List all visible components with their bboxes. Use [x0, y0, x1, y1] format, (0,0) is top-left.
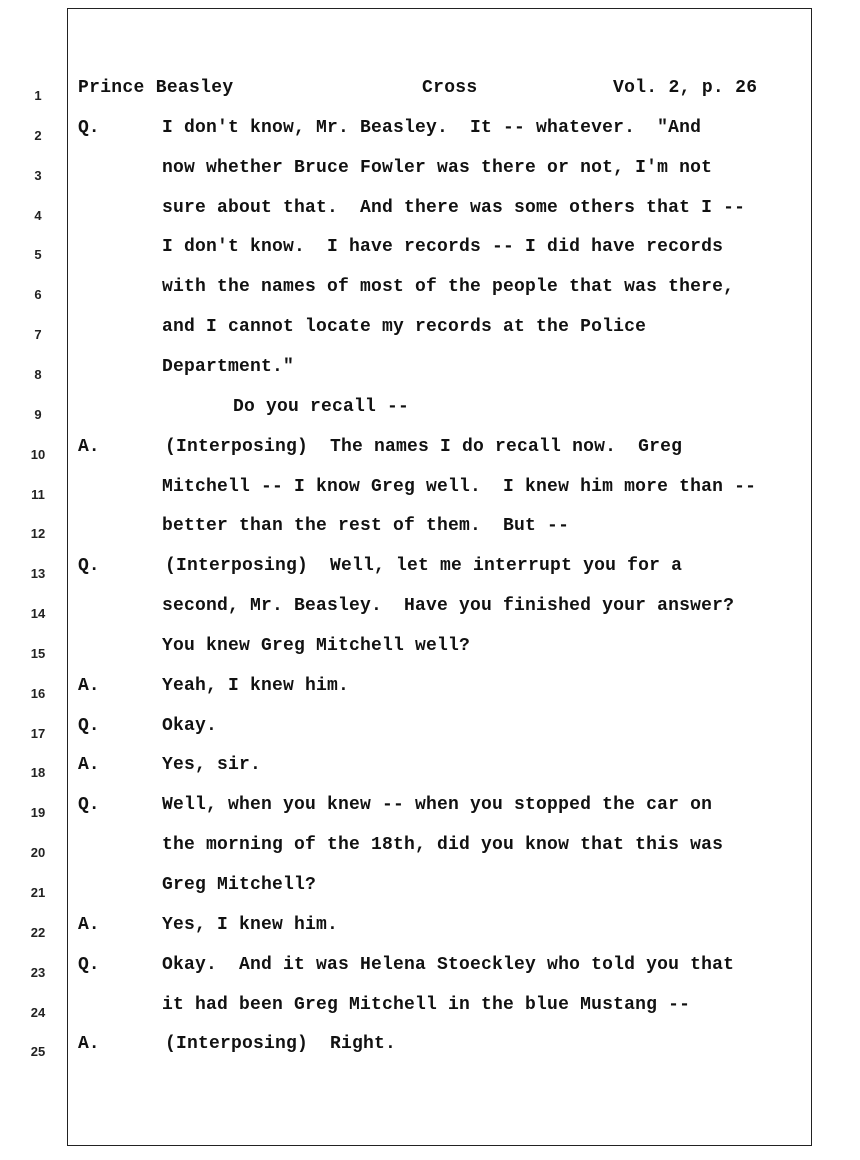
transcript-line-text: I don't know. I have records -- I did have records — [162, 237, 724, 258]
transcript-line-text: Well, when you knew -- when you stopped the car on — [162, 795, 713, 816]
transcript-line-text: You knew Greg Mitchell well? — [162, 635, 471, 656]
line-number: 15 — [30, 645, 46, 661]
speaker-label: A. — [78, 914, 100, 935]
transcript-line-text: Greg Mitchell? — [162, 875, 317, 895]
line-number: 18 — [30, 765, 46, 781]
line-number: 13 — [30, 566, 46, 582]
speaker-label: A. — [78, 755, 100, 776]
speaker-label: Q. — [78, 556, 100, 577]
speaker-label: Q. — [78, 795, 100, 816]
line-number: 5 — [34, 247, 42, 263]
transcript-line-text: (Interposing) Well, let me interrupt you for a — [165, 556, 683, 577]
witness-name: Prince Beasley — [78, 78, 234, 98]
line-number: 23 — [30, 964, 46, 980]
line-number: 12 — [30, 526, 46, 542]
transcript-line-text: sure about that. And there was some others that I -- — [162, 197, 746, 218]
speaker-label: A. — [78, 1034, 100, 1055]
line-number: 24 — [30, 1004, 46, 1020]
line-number: 2 — [34, 127, 42, 143]
line-number: 19 — [30, 805, 46, 821]
transcript-line-text: the morning of the 18th, did you know that this was — [162, 835, 724, 856]
line-number: 9 — [34, 406, 42, 422]
transcript-line-text: Mitchell -- I know Greg well. I knew him more than -- — [162, 476, 757, 497]
transcript-line-text: I don't know, Mr. Beasley. It -- whatever. "And — [162, 117, 702, 138]
transcript-line-text: Yes, sir. — [162, 755, 262, 776]
transcript-line-text: better than the rest of them. But -- — [162, 516, 570, 537]
line-number: 8 — [34, 366, 42, 382]
line-number: 16 — [30, 685, 46, 701]
transcript-line-text: Department." — [162, 356, 295, 377]
line-number: 21 — [30, 885, 46, 900]
speaker-label: Q. — [78, 117, 100, 138]
line-number: 1 — [34, 88, 42, 103]
line-number: 14 — [30, 606, 46, 622]
transcript-line-text: Do you recall -- — [233, 396, 410, 417]
page-border — [67, 8, 812, 1146]
examination-type: Cross — [422, 78, 478, 98]
line-number: 4 — [34, 207, 42, 223]
transcript-line-text: with the names of most of the people that was there, — [162, 277, 735, 298]
transcript-line-text: Okay. And it was Helena Stoeckley who told you that — [162, 954, 735, 975]
transcript-line-text: (Interposing) Right. — [165, 1034, 397, 1055]
line-number: 3 — [34, 167, 42, 183]
line-number: 10 — [30, 446, 46, 462]
line-number: 6 — [34, 287, 42, 303]
transcript-line-text: Okay. — [162, 715, 218, 736]
transcript-line-text: (Interposing) The names I do recall now. Greg — [165, 436, 683, 457]
speaker-label: A. — [78, 436, 100, 457]
speaker-label: Q. — [78, 715, 100, 736]
line-number: 22 — [30, 924, 46, 940]
page-header — [0, 78, 860, 100]
volume-page: Vol. 2, p. 26 — [613, 78, 758, 98]
transcript-line-text: now whether Bruce Fowler was there or not, I'm not — [162, 157, 713, 178]
speaker-label: Q. — [78, 954, 100, 975]
line-number: 20 — [30, 845, 46, 861]
line-number: 7 — [34, 327, 42, 343]
line-number: 11 — [31, 486, 45, 502]
transcript-line-text: Yeah, I knew him. — [162, 675, 350, 696]
transcript-line-text: and I cannot locate my records at the Police — [162, 317, 647, 338]
speaker-label: A. — [78, 675, 100, 696]
transcript-line-text: Yes, I knew him. — [162, 914, 339, 935]
transcript-line-text: second, Mr. Beasley. Have you finished your answer? — [162, 596, 735, 617]
line-number: 17 — [30, 725, 46, 741]
line-number: 25 — [30, 1044, 46, 1060]
transcript-line-text: it had been Greg Mitchell in the blue Mustang -- — [162, 994, 691, 1015]
